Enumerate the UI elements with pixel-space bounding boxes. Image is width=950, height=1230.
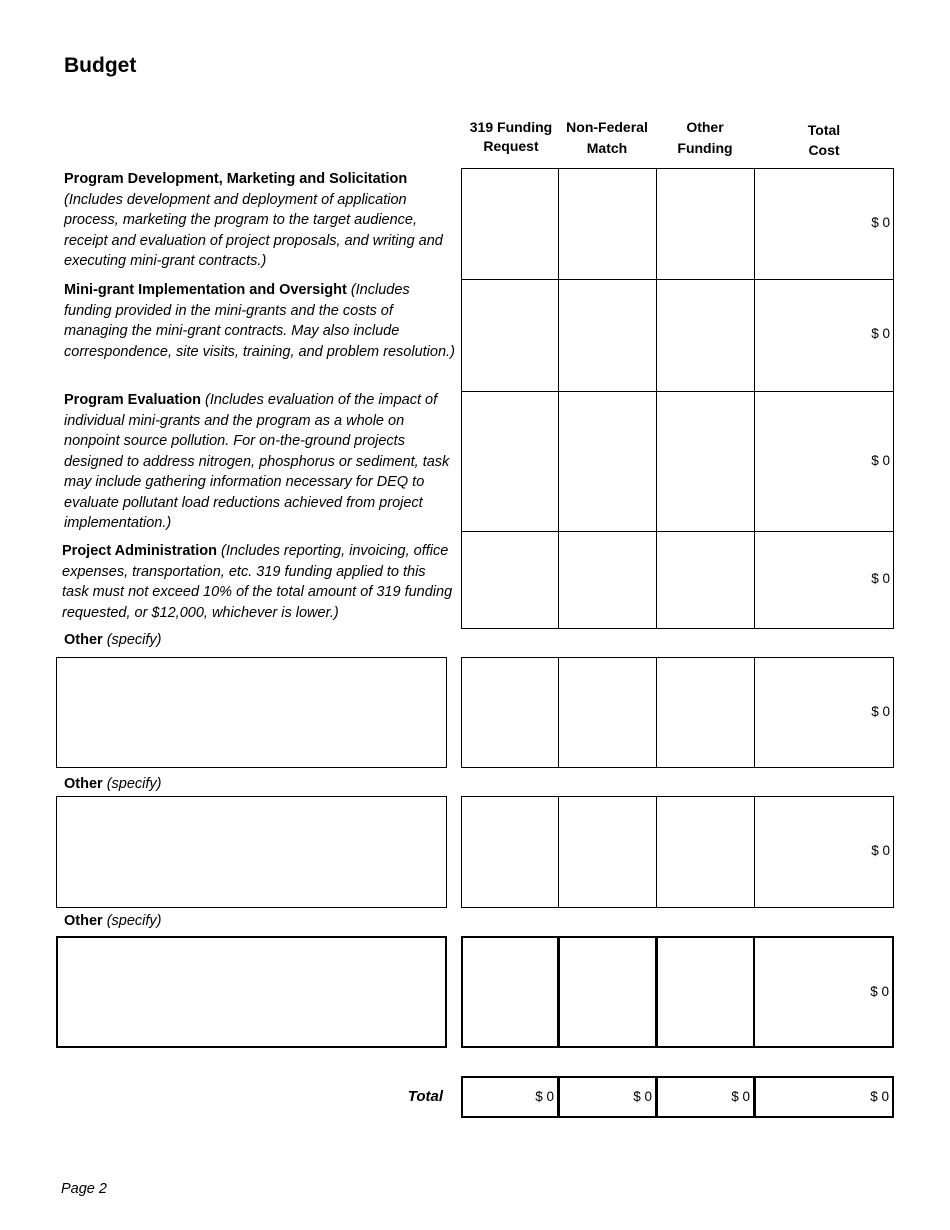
input-319-funding-other-1[interactable]	[461, 657, 559, 768]
input-other-funding-other-2[interactable]	[656, 796, 755, 908]
total-non-federal	[558, 1076, 657, 1118]
input-non-federal-project-administration[interactable]	[558, 531, 657, 629]
other-specify-field[interactable]	[56, 796, 447, 908]
total-value: $ 0	[870, 1089, 889, 1104]
total-319-funding	[461, 1076, 559, 1118]
column-header-total-cost	[755, 121, 893, 160]
total-label: Total	[407, 1088, 443, 1105]
total-cost-program-development	[754, 168, 894, 280]
input-319-funding-other-3[interactable]	[461, 936, 559, 1048]
column-header-other-funding	[656, 118, 754, 158]
page-title: Budget	[64, 54, 137, 77]
other-label-text: Other	[64, 632, 103, 648]
column-header-319-funding	[462, 118, 560, 156]
total-value: $ 0	[633, 1089, 652, 1104]
column-header-non-federal	[558, 118, 656, 158]
input-other-funding-program-evaluation[interactable]	[656, 391, 755, 532]
input-non-federal-other-2[interactable]	[558, 796, 657, 908]
column-header-line: Cost	[808, 142, 840, 158]
total-value: $ 0	[731, 1089, 750, 1104]
task-name: Program Development, Marketing and Solicitation	[64, 171, 408, 187]
column-header-line: Other	[686, 119, 724, 135]
column-header-line: Total	[807, 122, 841, 138]
input-other-funding-project-administration[interactable]	[656, 531, 755, 629]
other-specify-field[interactable]	[56, 936, 447, 1048]
input-other-funding-other-1[interactable]	[656, 657, 755, 768]
other-label-hint: (specify)	[106, 632, 162, 648]
input-non-federal-mini-grant[interactable]	[558, 279, 657, 392]
total-other-funding	[656, 1076, 755, 1118]
column-header-line: Match	[586, 140, 628, 156]
input-other-funding-mini-grant[interactable]	[656, 279, 755, 392]
total-cost-mini-grant	[754, 279, 894, 392]
other-label-text: Other	[64, 776, 103, 792]
column-header-line: Non-Federal	[566, 119, 648, 135]
total-cost-program-evaluation	[754, 391, 894, 532]
total-cost-value: $ 0	[871, 843, 890, 858]
total-cost-other-2	[754, 796, 894, 908]
total-cost-other-3	[753, 936, 894, 1048]
task-description-program-development	[64, 169, 456, 272]
total-cost-value: $ 0	[871, 704, 890, 719]
page-number: Page 2	[61, 1181, 107, 1197]
other-label-hint: (specify)	[106, 913, 162, 929]
other-label-hint: (specify)	[106, 776, 162, 792]
other-label	[64, 776, 162, 792]
task-detail: (Includes evaluation of the impact of individual mini-grants and the program as a whole on nonpoint source pollution. For on-the-ground projects designed to address nitrogen, phosphorus or sediment, task may include gathering information necessary for DEQ to evaluate pollutant load reductions achieved from project implementation.)	[64, 392, 450, 531]
column-header-line: Request	[483, 138, 539, 154]
total-value: $ 0	[535, 1089, 554, 1104]
total-total-cost	[754, 1076, 894, 1118]
column-header-line: Funding	[677, 140, 733, 156]
input-319-funding-mini-grant[interactable]	[461, 279, 559, 392]
total-cost-value: $ 0	[871, 571, 890, 586]
input-319-funding-program-development[interactable]	[461, 168, 559, 280]
task-description-project-administration	[62, 541, 454, 623]
total-cost-value: $ 0	[870, 984, 889, 999]
task-detail: (Includes reporting, invoicing, office expenses, transportation, etc. 319 funding applied to this task must not exceed 10% of the total amount of 319 funding requested, or $12,000, whichever is lower.)	[62, 543, 453, 621]
input-319-funding-project-administration[interactable]	[461, 531, 559, 629]
task-name: Program Evaluation	[64, 392, 201, 408]
total-cost-value: $ 0	[871, 215, 890, 230]
input-non-federal-other-1[interactable]	[558, 657, 657, 768]
input-other-funding-program-development[interactable]	[656, 168, 755, 280]
column-header-line: 319 Funding	[469, 119, 553, 135]
task-detail: (Includes development and deployment of application process, marketing the program to the target audience, receipt and evaluation of project proposals, and writing and executing mini-grant contracts.)	[64, 191, 443, 269]
other-label	[64, 913, 162, 929]
input-319-funding-other-2[interactable]	[461, 796, 559, 908]
task-detail: (Includes funding provided in the mini-grants and the costs of managing the mini-grant contracts. May also include correspondence, site visits, training, and problem resolution.)	[64, 282, 455, 360]
other-label	[64, 632, 162, 648]
task-description-mini-grant-implementation	[64, 280, 456, 362]
input-other-funding-other-3[interactable]	[656, 936, 755, 1048]
input-non-federal-other-3[interactable]	[558, 936, 657, 1048]
total-cost-other-1	[754, 657, 894, 768]
total-cost-project-administration	[754, 531, 894, 629]
task-description-program-evaluation	[64, 390, 456, 534]
input-non-federal-program-evaluation[interactable]	[558, 391, 657, 532]
other-specify-field[interactable]	[56, 657, 447, 768]
input-non-federal-program-development[interactable]	[558, 168, 657, 280]
other-label-text: Other	[64, 913, 103, 929]
task-name: Project Administration	[62, 543, 217, 559]
total-cost-value: $ 0	[871, 453, 890, 468]
task-name: Mini-grant Implementation and Oversight	[64, 282, 347, 298]
input-319-funding-program-evaluation[interactable]	[461, 391, 559, 532]
total-cost-value: $ 0	[871, 326, 890, 341]
